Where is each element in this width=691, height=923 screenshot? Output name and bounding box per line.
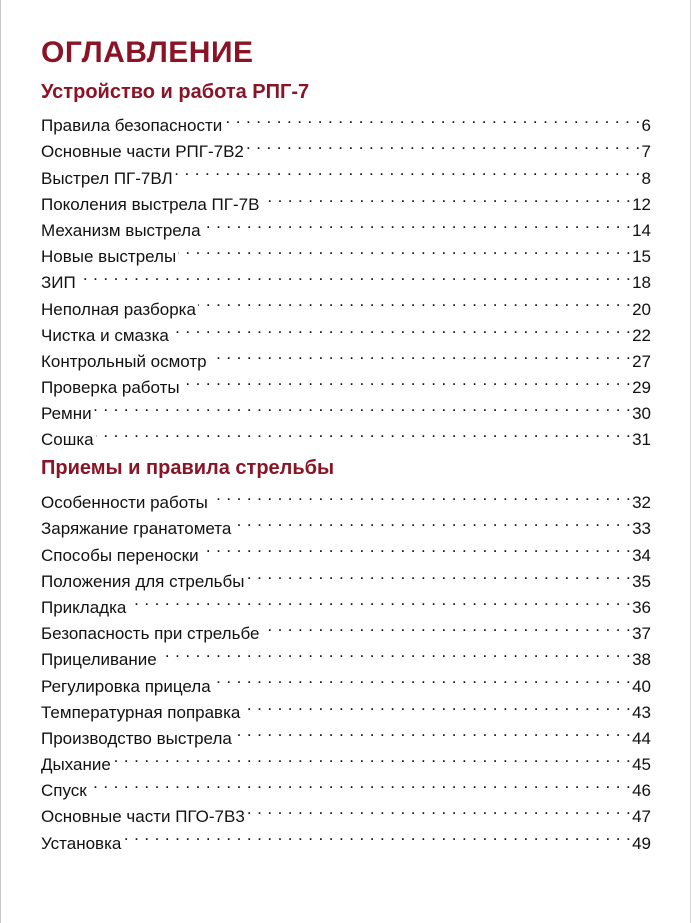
toc-dot-leader xyxy=(94,393,631,419)
toc-dot-leader xyxy=(171,315,631,341)
toc-entry-page-number: 35 xyxy=(632,571,651,591)
toc-entry-title: ЗИП xyxy=(41,273,76,293)
toc-entry[interactable] xyxy=(41,796,651,827)
toc-entry-page-number: 6 xyxy=(641,116,651,136)
toc-dot-leader xyxy=(210,482,631,508)
toc-entry[interactable] xyxy=(41,419,651,450)
toc-dot-leader xyxy=(213,665,631,691)
toc-entry-title: Регулировка прицела xyxy=(41,676,211,696)
toc-entry-title: Проверка работы xyxy=(41,378,180,398)
toc-entry-title: Поколения выстрела ПГ-7В xyxy=(41,194,260,214)
toc-entry-page-number: 14 xyxy=(632,220,651,240)
toc-dot-leader xyxy=(233,508,631,534)
toc-entry[interactable] xyxy=(41,262,651,293)
toc-entry-title: Ремни xyxy=(41,404,92,424)
toc-dot-leader xyxy=(178,236,631,262)
toc-entry[interactable] xyxy=(41,288,651,319)
toc-entry-page-number: 43 xyxy=(632,702,651,722)
toc-entry-page-number: 49 xyxy=(632,833,651,853)
toc-dot-leader xyxy=(224,105,640,131)
toc-dot-leader xyxy=(234,718,631,744)
toc-entry[interactable] xyxy=(41,770,651,801)
toc-entry-title: Неполная разборка xyxy=(41,299,196,319)
page-title: ОГЛАВЛЕНИЕ xyxy=(41,36,254,69)
toc-dot-leader xyxy=(182,367,631,393)
toc-entry-title: Основные части ПГО-7В3 xyxy=(41,807,245,827)
toc-entry-page-number: 7 xyxy=(641,142,651,162)
toc-entry[interactable] xyxy=(41,744,651,775)
toc-entry-title: Выстрел ПГ-7ВЛ xyxy=(41,168,173,188)
toc-entry-title: Безопасность при стрельбе xyxy=(41,624,260,644)
toc-entry[interactable] xyxy=(41,587,651,617)
toc-entry[interactable] xyxy=(41,393,651,424)
toc-dot-leader xyxy=(261,613,631,639)
toc-dot-leader xyxy=(175,157,641,183)
toc-dot-leader xyxy=(128,587,631,613)
toc-dot-leader xyxy=(198,288,631,314)
toc-entry-title: Механизм выстрела xyxy=(41,220,201,240)
toc-entry-title: Особенности работы xyxy=(41,493,208,513)
toc-dot-leader xyxy=(201,534,631,560)
toc-entry-page-number: 37 xyxy=(632,624,651,644)
toc-dot-leader xyxy=(203,210,632,236)
toc-entry-page-number: 15 xyxy=(632,247,651,267)
toc-list-shooting xyxy=(41,482,651,853)
section-heading-shooting: Приемы и правила стрельбы xyxy=(41,457,335,479)
toc-entry[interactable] xyxy=(41,822,651,853)
toc-entry[interactable] xyxy=(41,105,651,136)
toc-entry-page-number: 47 xyxy=(632,807,651,827)
toc-entry-page-number: 40 xyxy=(632,676,651,696)
toc-entry-page-number: 46 xyxy=(632,781,651,801)
toc-entry-title: Установка xyxy=(41,833,122,853)
toc-dot-leader xyxy=(159,639,631,665)
toc-dot-leader xyxy=(209,341,631,367)
toc-entry-title: Прицеливание xyxy=(41,650,157,670)
toc-list-device xyxy=(41,105,651,450)
toc-dot-leader xyxy=(246,561,631,587)
toc-dot-leader xyxy=(261,184,631,210)
toc-entry-title: Заряжание гранатомета xyxy=(41,519,232,539)
toc-entry-page-number: 30 xyxy=(632,404,651,424)
toc-entry-title: Спуск xyxy=(41,781,87,801)
toc-entry-page-number: 33 xyxy=(632,519,651,539)
toc-entry-page-number: 20 xyxy=(632,299,651,319)
toc-dot-leader xyxy=(123,822,631,848)
toc-dot-leader xyxy=(242,692,631,718)
toc-entry-page-number: 38 xyxy=(632,650,651,670)
toc-entry-title: Правила безопасности xyxy=(41,116,223,136)
toc-entry-page-number: 27 xyxy=(632,351,651,371)
toc-entry-title: Положения для стрельбы xyxy=(41,571,245,591)
toc-entry-page-number: 8 xyxy=(641,168,651,188)
toc-entry-title: Температурная поправка xyxy=(41,702,241,722)
toc-entry-title: Производство выстрела xyxy=(41,728,232,748)
toc-entry-page-number: 36 xyxy=(632,597,651,617)
toc-entry[interactable] xyxy=(41,613,651,644)
toc-entry-page-number: 12 xyxy=(632,194,651,214)
section-heading-device: Устройство и работа РПГ-7 xyxy=(41,81,310,103)
toc-entry-title: Основные части РПГ-7В2 xyxy=(41,142,244,162)
toc-entry-title: Сошка xyxy=(41,430,94,450)
toc-entry-title: Контрольный осмотр xyxy=(41,351,207,371)
toc-entry-title: Чистка и смазка xyxy=(41,325,169,345)
toc-dot-leader xyxy=(113,744,631,770)
toc-dot-leader xyxy=(78,262,631,288)
toc-entry-page-number: 44 xyxy=(632,728,651,748)
toc-dot-leader xyxy=(247,796,631,822)
toc-entry-page-number: 22 xyxy=(632,325,651,345)
toc-dot-leader xyxy=(89,770,631,796)
toc-entry-title: Дыхание xyxy=(41,755,111,775)
toc-entry[interactable] xyxy=(41,482,651,513)
toc-dot-leader xyxy=(96,419,631,445)
toc-entry-page-number: 32 xyxy=(632,493,651,513)
toc-entry-page-number: 31 xyxy=(632,430,651,450)
toc-entry-title: Прикладка xyxy=(41,597,127,617)
toc-entry-title: Новые выстрелы xyxy=(41,247,177,267)
toc-dot-leader xyxy=(246,131,641,157)
toc-entry-page-number: 29 xyxy=(632,378,651,398)
toc-entry-page-number: 34 xyxy=(632,545,651,565)
toc-entry-page-number: 45 xyxy=(632,755,651,775)
toc-entry-page-number: 18 xyxy=(632,273,651,293)
toc-entry-title: Способы переноски xyxy=(41,545,199,565)
